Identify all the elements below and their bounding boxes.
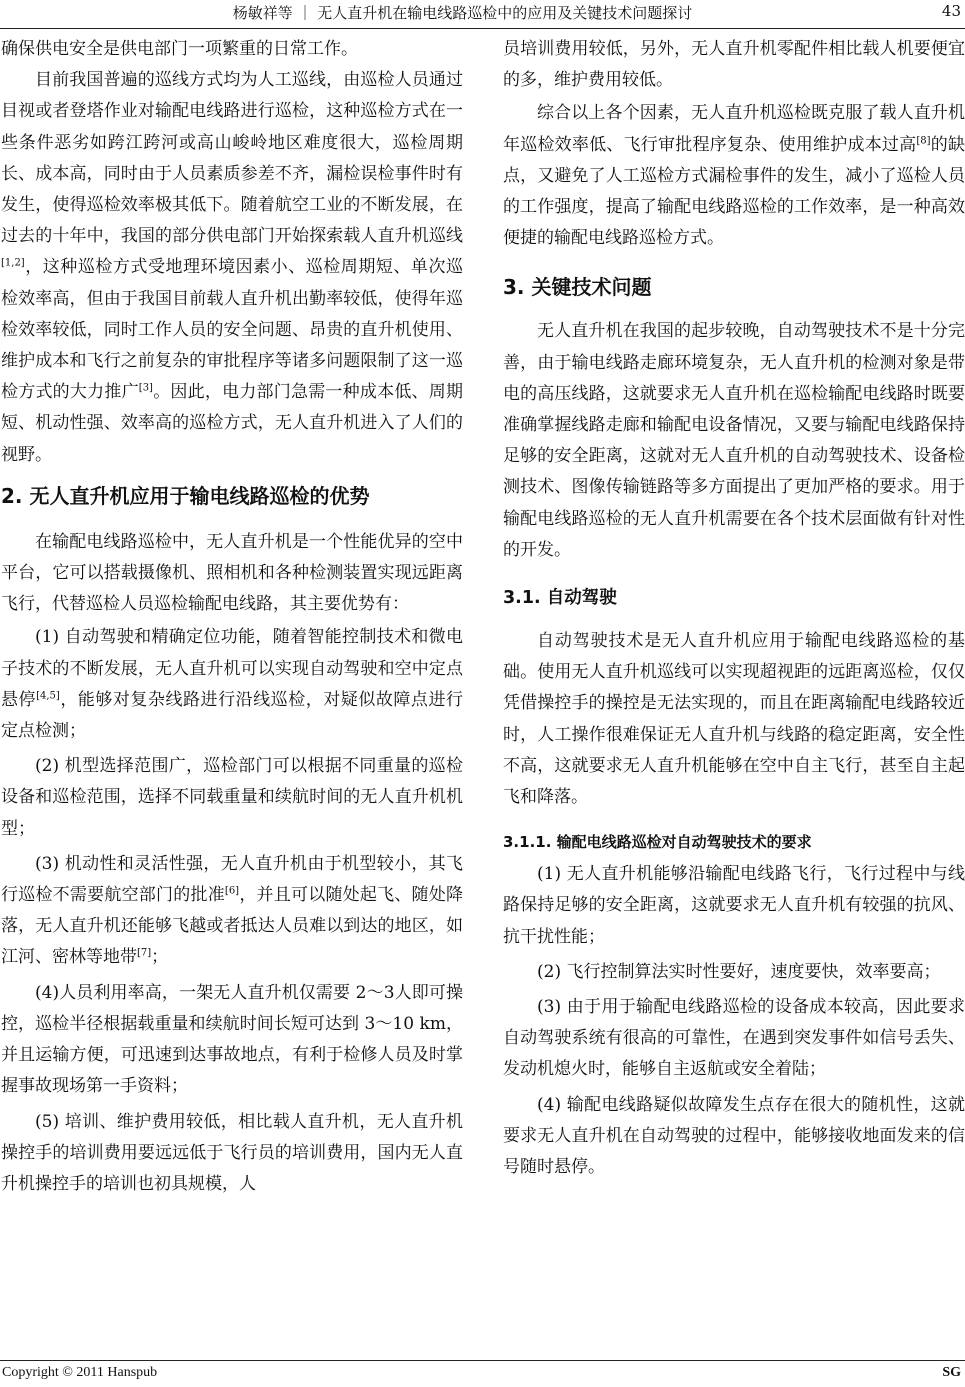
page-header bbox=[0, 0, 965, 29]
section-heading-2: 2. 无人直升机应用于输电线路巡检的优势 bbox=[1, 483, 370, 508]
list-item-3: (3) 机动性和灵活性强，无人直升机由于机型较小，其飞行巡检不需要航空部门的批准[6]，并且可以随处起飞、随处降落，无人直升机还能够飞越或者抵达人员难以到达的地区，如江河、密林等地带[7]； bbox=[1, 853, 464, 968]
left-paragraph-advantages: 在输配电线路巡检中，无人直升机是一个性能优异的空中平台，它可以搭载摄像机、照相机和各种检测装置实现远距离飞行，代替巡检人员巡检输配电线路，其主要优势有： bbox=[1, 531, 463, 615]
left-paragraph-intro: 目前我国普遍的巡线方式均为人工巡线，由巡检人员通过目视或者登塔作业对输配电线路进行巡检，这种巡检方式在一些条件恶劣如跨江跨河或高山峻岭地区难度很大，巡检周期长、成本高，同时由于人员素质参差不齐，漏检误检事件时有发生，使得巡检效率极其低下。随着航空工业的不断发展，在过去的十年中，我国的部分供电部门开始探索载人直升机巡线[1,2]，这种巡检方式受地理环境因素小、巡检周期短、单次巡检效率高，但由于我国目前载人直升机出勤率较低，使得年巡检效率较低，同时工作人员的安全问题、昂贵的直升机使用、维护成本和飞行之前复杂的审批程序等诸多问题限制了这一巡检方式的大力推广[3]。因此，电力部门急需一种成本低、周期短、机动性强、效率高的巡检方式，无人直升机进入了人们的视野。 bbox=[1, 70, 464, 465]
citation-ref: [8] bbox=[916, 134, 931, 146]
left-paragraph-continued: 确保供电安全是供电部门一项繁重的日常工作。 bbox=[1, 39, 358, 59]
citation-ref: [1,2] bbox=[1, 257, 25, 269]
list-item-1: (1) 自动驾驶和精确定位功能，随着智能控制技术和微电子技术的不断发展，无人直升机可以实现自动驾驶和空中定点悬停[4,5]，能够对复杂线路进行沿线巡检，对疑似故障点进行定点检测； bbox=[1, 627, 463, 742]
citation-ref: [3] bbox=[138, 382, 153, 394]
list-item-5: (5) 培训、维护费用较低，相比载人直升机，无人直升机操控手的培训费用要远远低于飞行员的培训费用，国内无人直升机操控手的培训也初具规模，人 bbox=[1, 1111, 463, 1194]
right-paragraph-key-tech: 无人直升机在我国的起步较晚，自动驾驶技术不是十分完善，由于输电线路走廊环境复杂，无人直升机的检测对象是带电的高压线路，这就要求无人直升机在巡检输配电线路时既要准确掌握线路走廊和输配电设备情况，又要与输配电线路保持足够的安全距离，这就对无人直升机的自动驾驶技术、设备检测技术、图像传输链路等多方面提出了更加严格的要求。用于输配电线路巡检的无人直升机需要在各个技术层面做有针对性的开发。 bbox=[503, 321, 965, 560]
running-title: 杨敏祥等 ｜ 无人直升机在输电线路巡检中的应用及关键技术问题探讨 bbox=[232, 4, 693, 22]
list-item-2: (2) 机型选择范围广，巡检部门可以根据不同重量的巡检设备和巡检范围，选择不同载重量和续航时间的无人直升机机型； bbox=[1, 756, 463, 839]
list-item-4: (4)人员利用率高，一架无人直升机仅需要 2～3人即可操控，巡检半径根据载重量和续航时间长短可达到 3～10 km，并且运输方便，可迅速到达事故地点，有利于检修人员及时掌握事故现场第一手资料； bbox=[1, 982, 463, 1097]
page-number: 43 bbox=[941, 2, 961, 20]
right-paragraph-autopilot: 自动驾驶技术是无人直升机应用于输配电线路巡检的基础。使用无人直升机巡线可以实现超视距的远距离巡检，仅仅凭借操控手的操控是无法实现的，而且在距离输配电线路较近时，人工操作很难保证无人直升机与线路的稳定距离，安全性不高，这就要求无人直升机能够在空中自主飞行，甚至自主起飞和降落。 bbox=[503, 631, 965, 808]
right-paragraph-summary: 综合以上各个因素，无人直升机巡检既克服了载人直升机年巡检效率低、飞行审批程序复杂、使用维护成本过高[8]的缺点，又避免了人工巡检方式漏检事件的发生，减小了巡检人员的工作强度，提高了输配电线路巡检的工作效率，是一种高效便捷的输配电线路巡检方式。 bbox=[503, 103, 965, 249]
journal-code: SG bbox=[942, 1365, 961, 1380]
right-paragraph-continued: 员培训费用较低，另外，无人直升机零配件相比载人机要便宜的多，维护费用较低。 bbox=[503, 39, 965, 91]
requirement-item-1: (1) 无人直升机能够沿输配电线路飞行，飞行过程中与线路保持足够的安全距离，这就要求无人直升机有较强的抗风、抗干扰性能； bbox=[503, 864, 965, 947]
page-footer bbox=[0, 1360, 965, 1387]
citation-ref: [7] bbox=[137, 947, 152, 959]
copyright-notice: Copyright © 2011 Hanspub bbox=[2, 1365, 158, 1380]
section-heading-3: 3. 关键技术问题 bbox=[503, 275, 652, 300]
citation-ref: [4,5] bbox=[36, 690, 60, 702]
subsubsection-heading-3-1-1: 3.1.1. 输配电线路巡检对自动驾驶技术的要求 bbox=[503, 833, 812, 852]
right-column bbox=[503, 34, 965, 1183]
requirement-item-2: (2) 飞行控制算法实时性要好，速度要快，效率要高； bbox=[537, 961, 941, 982]
left-column bbox=[1, 34, 463, 1200]
citation-ref: [6] bbox=[224, 885, 240, 897]
requirement-item-3: (3) 由于用于输配电线路巡检的设备成本较高，因此要求自动驾驶系统有很高的可靠性，在遇到突发事件如信号丢失、发动机熄火时，能够自主返航或安全着陆； bbox=[503, 997, 965, 1080]
subsection-heading-3-1: 3.1. 自动驾驶 bbox=[503, 588, 617, 609]
requirement-item-4: (4) 输配电线路疑似故障发生点存在很大的随机性，这就要求无人直升机在自动驾驶的过程中，能够接收地面发来的信号随时悬停。 bbox=[503, 1094, 965, 1178]
